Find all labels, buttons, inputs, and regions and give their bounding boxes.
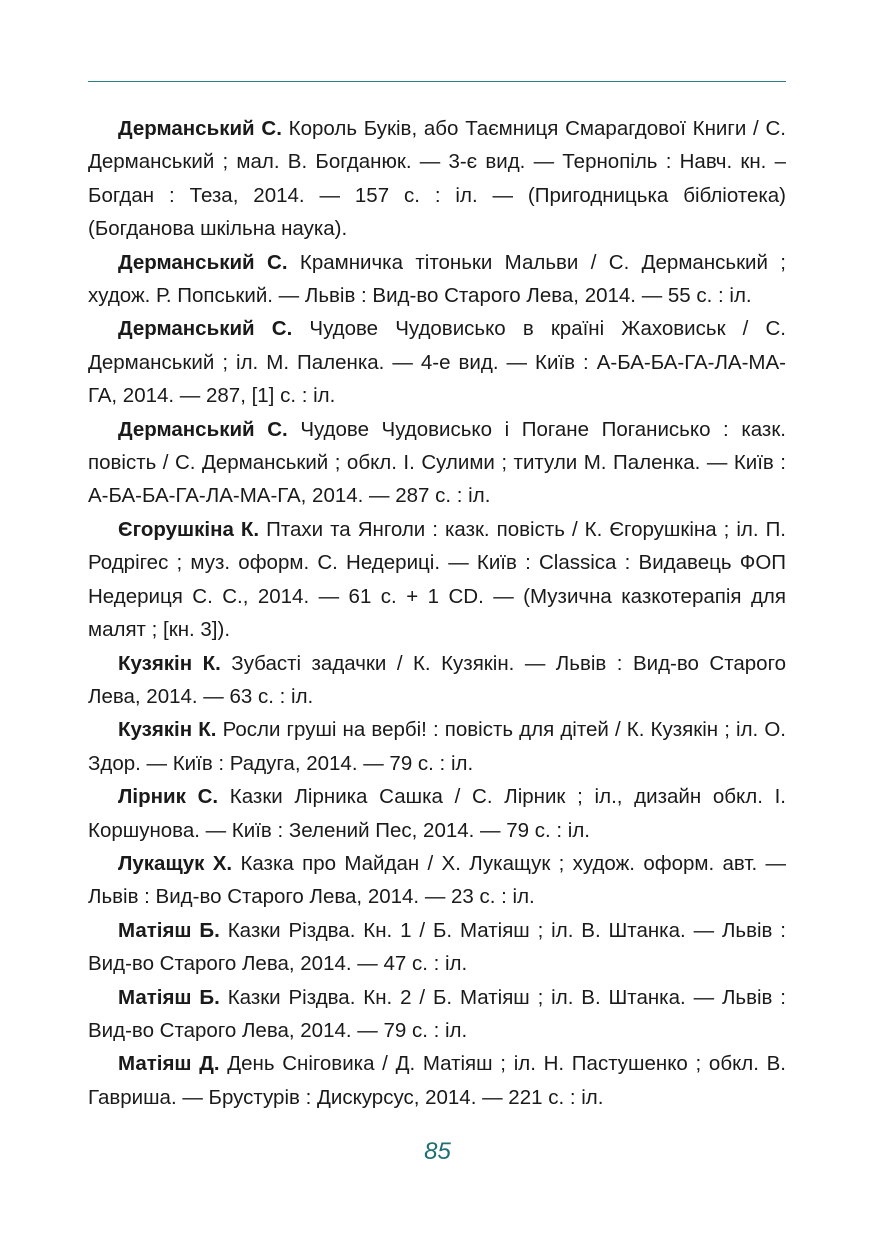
entry-text: Крамничка тітоньки Мальви / С. Дерманський ; худож. Р. Попський. — Львів : Вид-во Старого Лева, 2014. — 55 с. : іл.	[88, 250, 786, 308]
bibliography-entry	[88, 780, 786, 847]
entry-author: Кузякін К.	[118, 651, 221, 675]
bibliography-entry	[88, 647, 786, 714]
entry-author: Матіяш Б.	[118, 918, 220, 942]
bibliography-entry	[88, 847, 786, 914]
bibliography-entry	[88, 312, 786, 412]
entry-text: Чудове Чудовисько і Погане Поганисько : казк. повість / С. Дерманський ; обкл. І. Сулими ; титули М. Паленка. — Київ : А-БА-БА-ГА-ЛА-МА-ГА, 2014. — 287 с. : іл.	[88, 417, 786, 508]
entry-text: День Сніговика / Д. Матіяш ; іл. Н. Пастушенко ; обкл. В. Гавриша. — Брустурів : Дискурсус, 2014. — 221 с. : іл.	[88, 1052, 786, 1109]
entry-author: Дерманський С.	[118, 417, 288, 441]
entry-author: Дерманський С.	[118, 117, 282, 140]
page-number: 85	[424, 1138, 451, 1165]
header-rule	[88, 81, 786, 82]
entry-author: Дерманський С.	[118, 317, 293, 341]
bibliography-entry	[88, 513, 786, 647]
bibliography-entry	[88, 413, 786, 513]
bibliography-entry	[88, 914, 786, 981]
entry-author: Єгорушкіна К.	[118, 517, 260, 541]
bibliography-entry	[88, 1047, 786, 1114]
bibliography-entry	[88, 713, 786, 780]
entry-text: Казка про Майдан / Х. Лукащук ; худож. оформ. авт. — Львів : Вид-во Старого Лева, 2014. — 23 с. : іл.	[88, 851, 787, 909]
entry-author: Кузякін К.	[118, 718, 217, 742]
entry-author: Лукащук Х.	[118, 851, 233, 875]
bibliography-entry	[88, 981, 786, 1048]
entry-text: Росли груші на вербі! : повість для дітей / К. Кузякін ; іл. О. Здор. — Київ : Радуга, 2014. — 79 с. : іл.	[88, 718, 786, 775]
entry-author: Дерманський С.	[118, 250, 288, 274]
entry-text: Казки Лірника Сашка / С. Лірник ; іл., дизайн обкл. І. Коршунова. — Київ : Зелений Пес, 2014. — 79 с. : іл.	[88, 785, 787, 842]
bibliography-entry	[88, 112, 786, 246]
entry-text: Казки Різдва. Кн. 1 / Б. Матіяш ; іл. В. Штанка. — Львів : Вид-во Старого Лева, 2014. — 47 с. : іл.	[88, 918, 786, 976]
entry-author: Лірник С.	[118, 785, 219, 809]
entry-text: Король Буків, або Таємниця Смарагдової Книги / С. Дерманський ; мал. В. Богданюк. — 3-є вид. — Тернопіль : Навч. кн. – Богдан : Теза, 2014. — 157 с. : іл. — (Пригодницька бібліотека) (Богданова шкільна наука).	[88, 117, 787, 241]
entry-text: Чудове Чудовисько в країні Жаховиськ / С. Дерманський ; іл. М. Паленка. — 4-е вид. — Київ : А-БА-БА-ГА-ЛА-МА-ГА, 2014. — 287, [1] с. : іл.	[88, 317, 786, 408]
entry-author: Матіяш Б.	[118, 985, 220, 1009]
entry-text: Птахи та Янголи : казк. повість / К. Єгорушкіна ; іл. П. Родрігес ; муз. оформ. С. Недериці. — Київ : Classica : Видавець ФОП Недериця С. С., 2014. — 61 с. + 1 CD. — (Музична казкотерапія для малят ; [кн. 3]).	[88, 517, 786, 642]
bibliography-entry	[88, 246, 786, 313]
bibliography-list	[88, 112, 786, 1114]
entry-text: Казки Різдва. Кн. 2 / Б. Матіяш ; іл. В. Штанка. — Львів : Вид-во Старого Лева, 2014. — 79 с. : іл.	[88, 985, 786, 1042]
entry-text: Зубасті задачки / К. Кузякін. — Львів : Вид-во Старого Лева, 2014. — 63 с. : іл.	[88, 651, 786, 708]
entry-author: Матіяш Д.	[118, 1052, 220, 1076]
